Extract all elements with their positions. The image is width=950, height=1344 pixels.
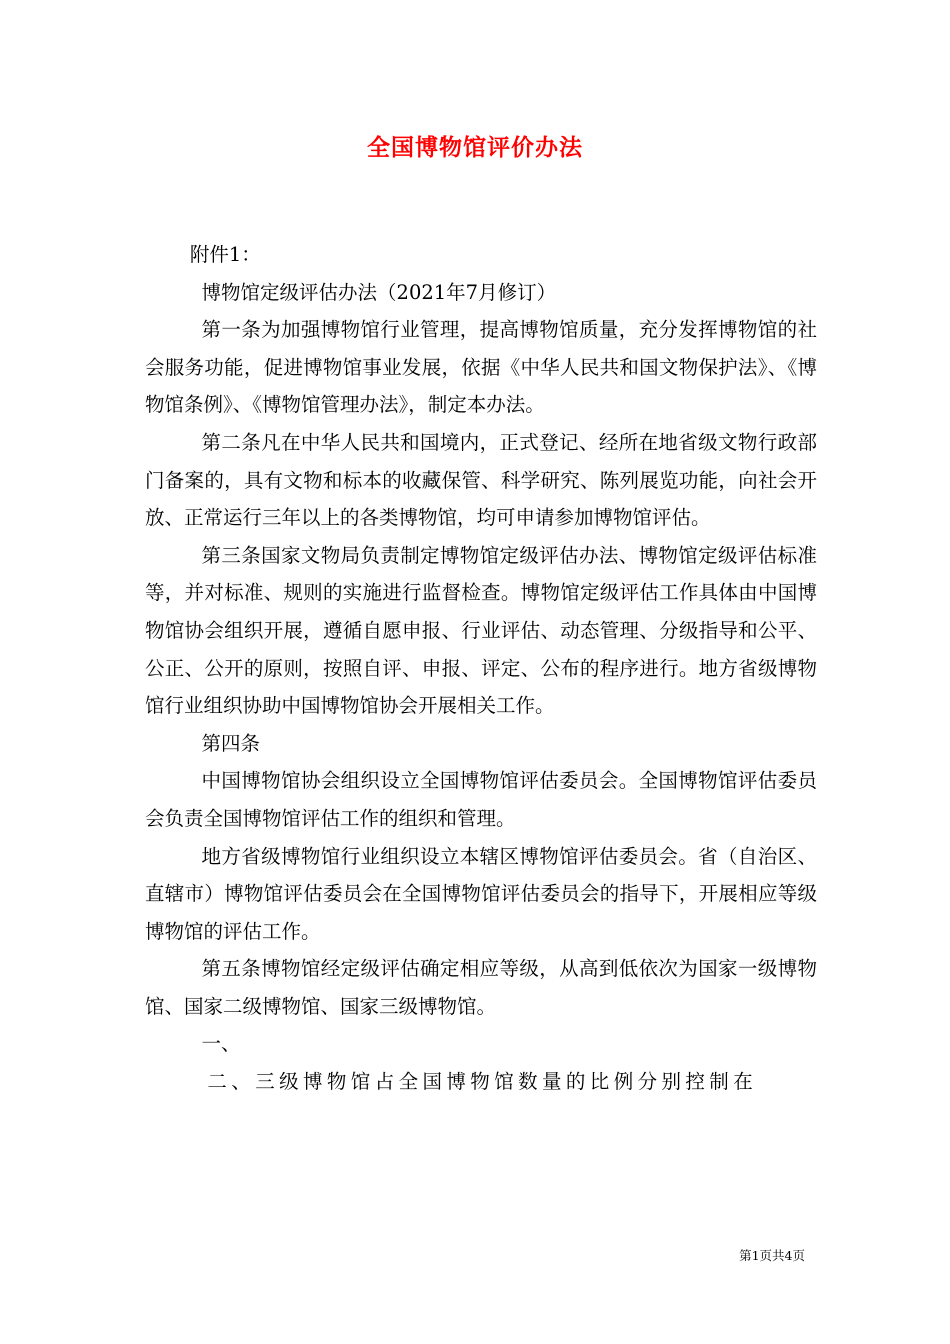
paragraph-level-2-3: 二、三级博物馆占全国博物馆数量的比例分别控制在 [207,1070,758,1094]
document-body [145,236,817,1101]
paragraph-article-4-clause-2: 地方省级博物馆行业组织设立本辖区博物馆评估委员会。省（自治区、直辖市）博物馆评估委员会在全国博物馆评估委员会的指导下，开展相应等级博物馆的评估工作。 [145,844,817,943]
paragraph-article-3: 第三条国家文物局负责制定博物馆定级评估办法、博物馆定级评估标准等，并对标准、规则的实施进行监督检查。博物馆定级评估工作具体由中国博物馆协会组织开展，遵循自愿申报、行业评估、动态管理、分级指导和公平、公正、公开的原则，按照自评、申报、评定、公布的程序进行。地方省级博物馆行业组织协助中国博物馆协会开展相关工作。 [145,543,817,718]
paragraph-attachment: 附件1： [189,243,261,266]
paragraph-article-5: 第五条博物馆经定级评估确定相应等级，从高到低依次为国家一级博物馆、国家二级博物馆、国家三级博物馆。 [145,957,817,1018]
paragraph-article-4-clause-1: 中国博物馆协会组织设立全国博物馆评估委员会。全国博物馆评估委员会负责全国博物馆评估工作的组织和管理。 [145,769,817,830]
paragraph-article-4: 第四条 [201,731,261,755]
paragraph-article-2: 第二条凡在中华人民共和国境内，正式登记、经所在地省级文物行政部门备案的，具有文物和标本的收藏保管、科学研究、陈列展览功能，向社会开放、正常运行三年以上的各类博物馆，均可申请参加博物馆评估。 [145,430,817,530]
paragraph-level-1: 一、 [201,1032,241,1056]
document-title: 全国博物馆评价办法 [367,134,583,161]
page-number: 第1页共4页 [739,1248,805,1263]
paragraph-article-1: 第一条为加强博物馆行业管理，提高博物馆质量，充分发挥博物馆的社会服务功能，促进博物馆事业发展，依据《中华人民共和国文物保护法》、《博物馆条例》、《博物馆管理办法》，制定本办法。 [145,318,817,417]
paragraph-subtitle: 博物馆定级评估办法（2021年7月修订） [201,280,557,304]
